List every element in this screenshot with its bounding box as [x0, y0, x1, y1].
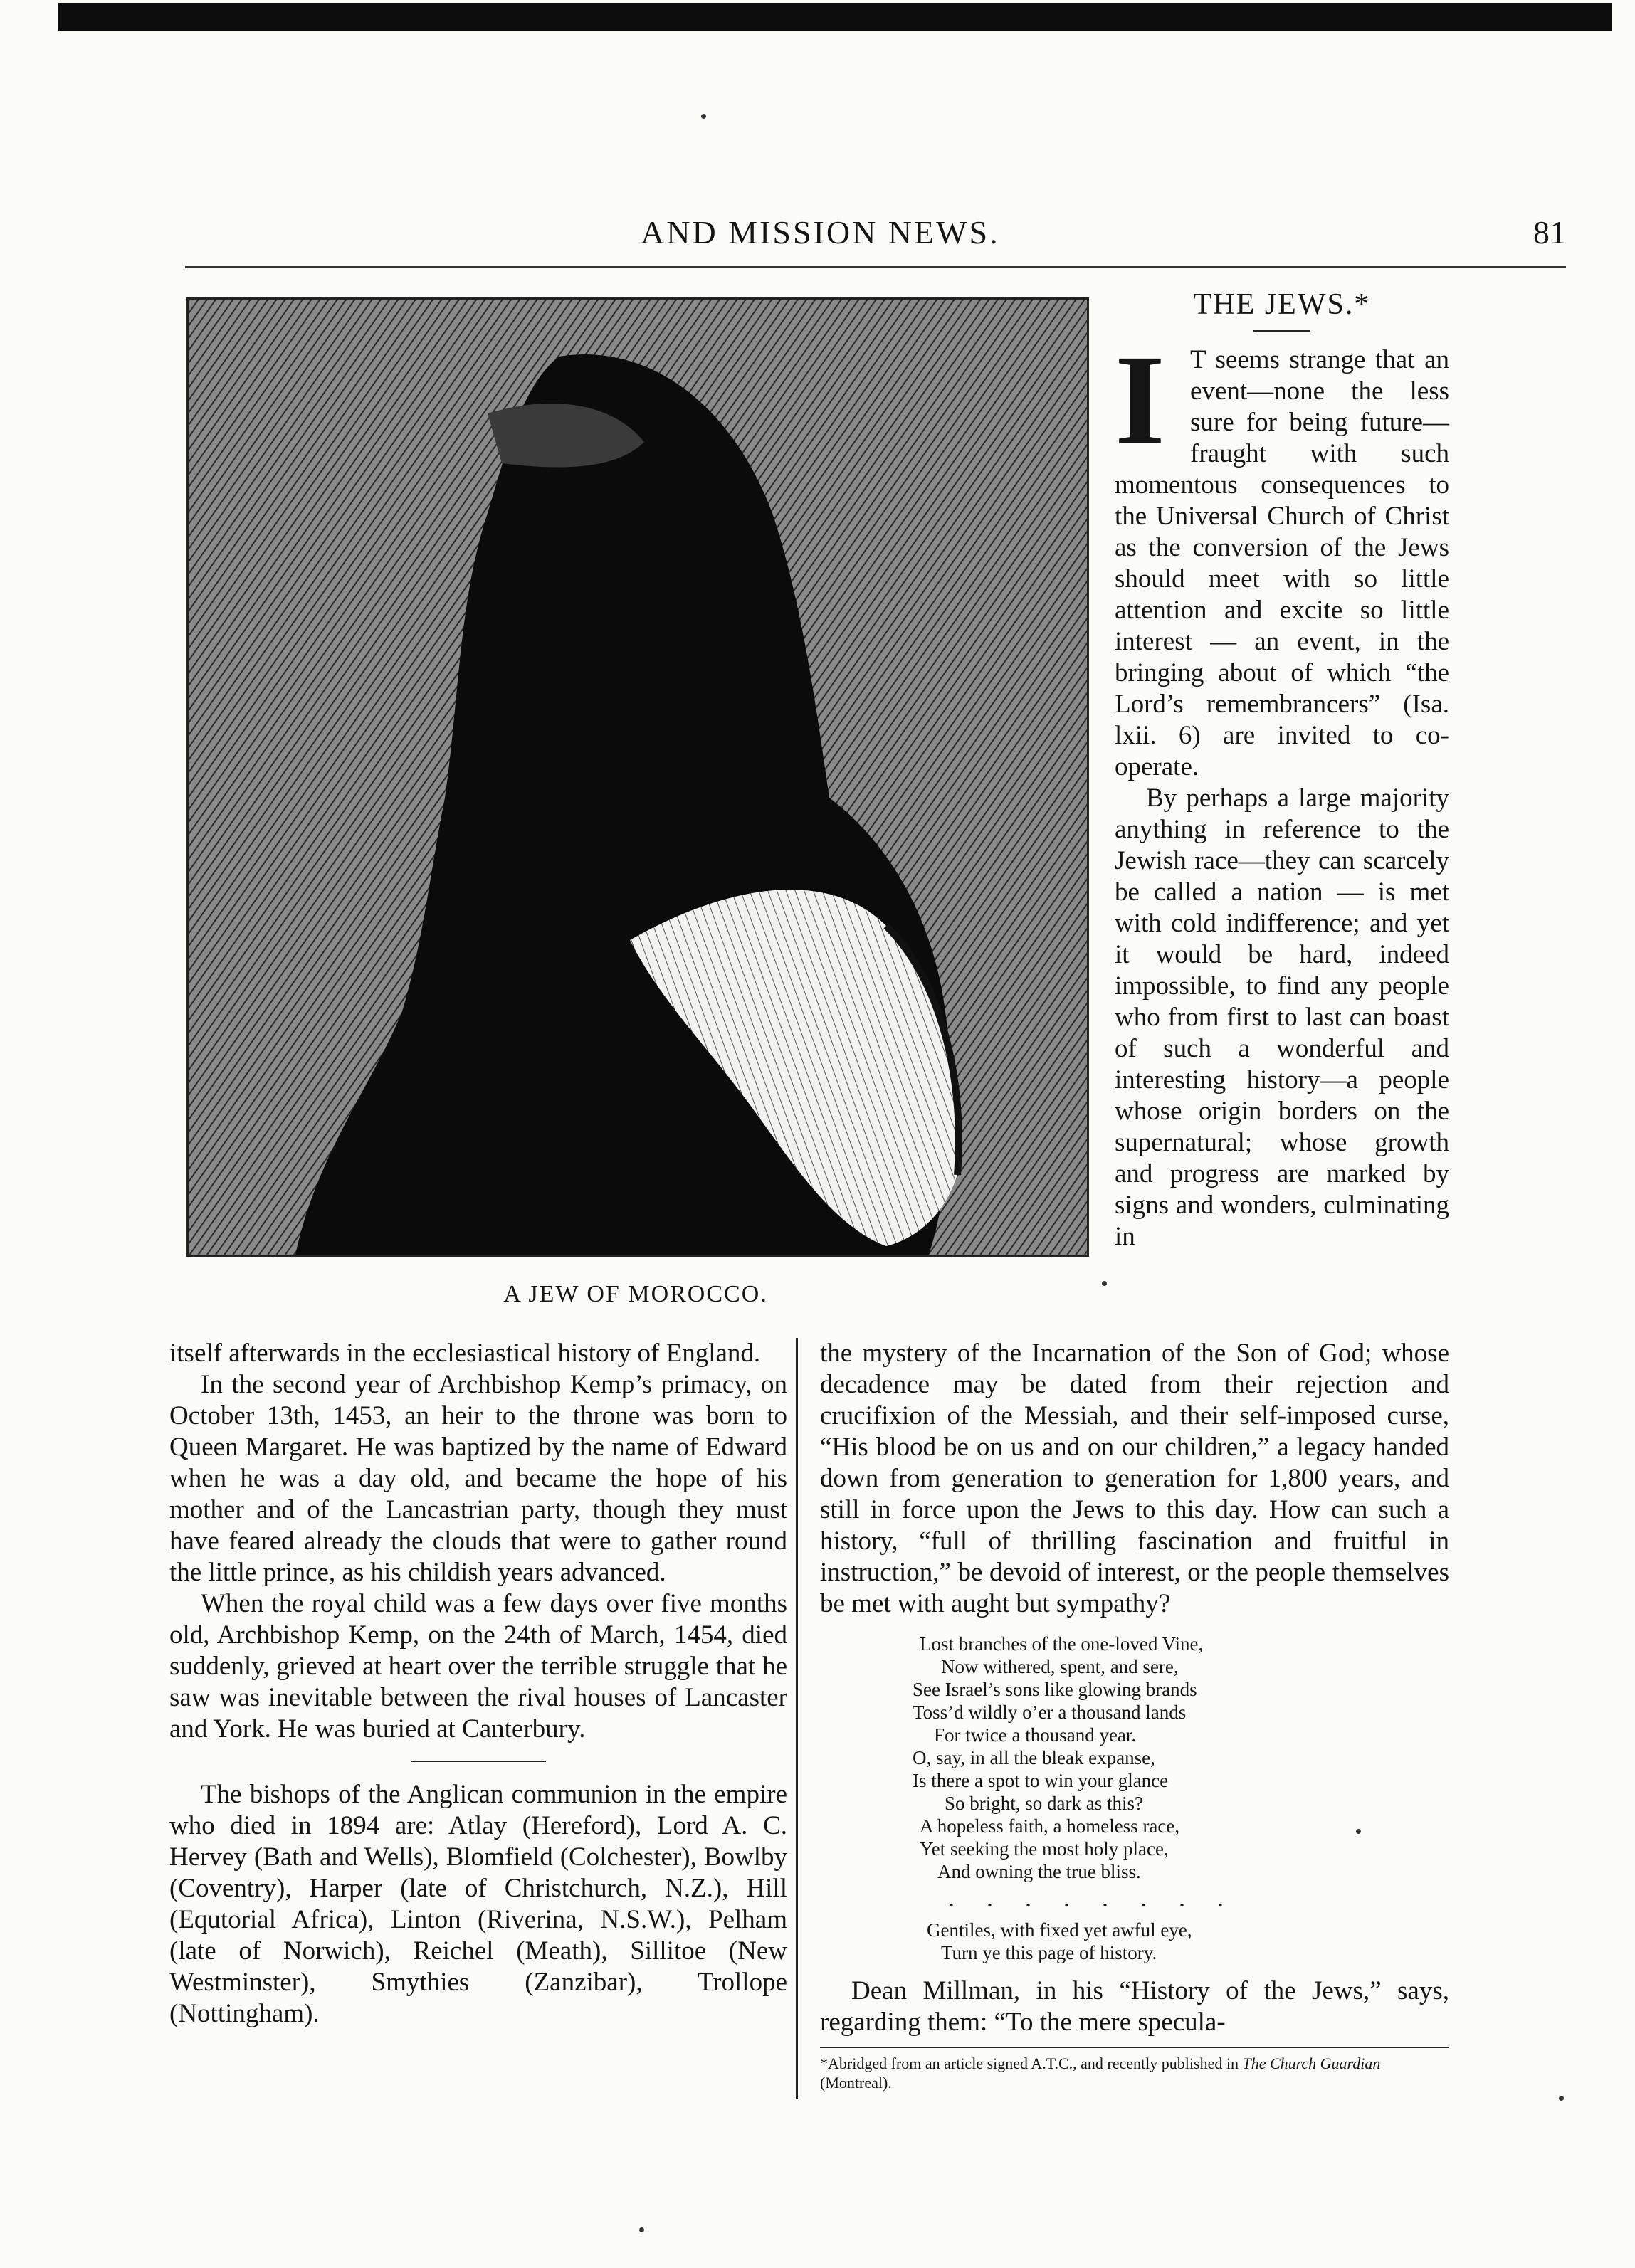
scan-speck	[639, 2227, 644, 2232]
poem-line: Yet seeking the most holy place,	[920, 1838, 1169, 1860]
column-divider	[796, 1338, 798, 2099]
poem-line: For twice a thousand year.	[934, 1724, 1137, 1746]
paragraph-text: Dean Millman, in his “History of the Jews,” says, regarding them: “To the mere specula-	[820, 1976, 1449, 2037]
top-scan-bar	[58, 3, 1612, 31]
header-rule	[185, 266, 1566, 268]
scan-speck	[1102, 1281, 1107, 1286]
article-heading: THE JEWS.*	[1193, 288, 1371, 321]
footnote: *Abridged from an article signed A.T.C., and recently published in The Church Guardian (Montreal).	[820, 2055, 1381, 2092]
paragraph-text: The bishops of the Anglican communion in the empire who died in 1894 are: Atlay (Hereford), Lord A. C. Hervey (Bath and Wells), Blomfield (Colchester), Bowlby (Coventry), Harper (late of Christchurch, N.Z.), Hill (Equtorial Africa), Linton (Riverina, N.S.W.), Pelham (late of Norwich), Reichel (Meath), Sillitoe (New Westminster), Smythies (Zanzibar), Trollope (Nottingham).	[169, 1780, 787, 2028]
running-header	[185, 213, 1566, 263]
paragraph-text: the mystery of the Incarnation of the Son of God; whose decadence may be dated from their rejection and crucifixion of the Messiah, and their self-imposed curse, “His blood be on us and on our children,” a legacy handed down from generation to generation for 1,800 years, and still in force upon the Jews to this day. How can such a history, “full of thrilling fascination and fruitful in instruction,” be devoid of interest, or the people themselves be met with aught but sympathy?	[820, 1339, 1449, 1618]
scan-speck	[1356, 1829, 1361, 1834]
section-rule	[411, 1761, 546, 1762]
drop-cap: I	[1115, 329, 1165, 472]
poem-line: Toss’d wildly o’er a thousand lands	[913, 1702, 1187, 1723]
scan-speck	[1559, 2096, 1564, 2101]
heading-rule	[1253, 330, 1310, 332]
poem-line: Lost branches of the one-loved Vine,	[920, 1633, 1204, 1655]
left-column	[169, 1338, 787, 2030]
poem-line: Is there a spot to win your glance	[913, 1770, 1169, 1791]
poem-line: A hopeless faith, a homeless race,	[920, 1815, 1180, 1837]
paragraph-text: In the second year of Archbishop Kemp’s primacy, on October 13th, 1453, an heir to the throne was born to Queen Margaret. He was baptized by the name of Edward when he was a day old, and became the hope of his mother and of the Lancastrian party, though they must have feared already the clouds that were to gather round the little prince, as his childish years advanced.	[169, 1370, 787, 1587]
engraving-illustration	[186, 297, 1089, 1257]
paragraph-text: T seems strange that an event—none the less sure for being future—fraught with such momentous consequences to the Universal Church of Christ as the conversion of the Jews should meet with so little attention and excite so little interest — an event, in the bringing about of which “the Lord’s remembrancers” (Isa. lxii. 6) are invited to co-operate.	[1115, 345, 1449, 781]
publication-title: The Church Guardian	[1242, 2055, 1381, 2072]
poem-line: And owning the true bliss.	[937, 1861, 1141, 1882]
poem-line: O, say, in all the bleak expanse,	[913, 1747, 1155, 1768]
poem-line: Now withered, spent, and sere,	[941, 1656, 1179, 1677]
poem-line: See Israel’s sons like glowing brands	[913, 1679, 1197, 1700]
poem-line: Gentiles, with fixed yet awful eye,	[927, 1919, 1192, 1941]
paragraph-text: When the royal child was a few days over five months old, Archbishop Kemp, on the 24th of March, 1454, died suddenly, grieved at heart over the terrible struggle that he saw was inevitable between the rival houses of Lancaster and York. He was buried at Canterbury.	[169, 1589, 787, 1744]
page-number: 81	[1533, 214, 1566, 250]
running-title: AND MISSION NEWS.	[641, 214, 1000, 250]
jews-article-top	[1115, 289, 1449, 1252]
poem	[820, 1633, 1449, 1964]
paragraph-text: itself afterwards in the ecclesiastical history of England.	[169, 1339, 761, 1368]
poem-line: So bright, so dark as this?	[945, 1793, 1143, 1814]
poem-line: Turn ye this page of history.	[941, 1942, 1157, 1963]
figure-caption: A JEW OF MOROCCO.	[503, 1281, 768, 1307]
footnote-rule	[820, 2047, 1449, 2048]
ellipsis-dots: . . . . . . . .	[948, 1884, 1236, 1912]
scan-speck	[701, 114, 706, 119]
right-column	[820, 1338, 1449, 2092]
paragraph-text: By perhaps a large majority anything in reference to the Jewish race—they can scarcely be called a nation — is met with cold indifference; and yet it would be hard, indeed impossible, to find any people who from first to last can boast of such a wonderful and interesting history—a people whose origin borders on the supernatural; whose growth and progress are marked by signs and wonders, culminating in	[1115, 784, 1449, 1251]
